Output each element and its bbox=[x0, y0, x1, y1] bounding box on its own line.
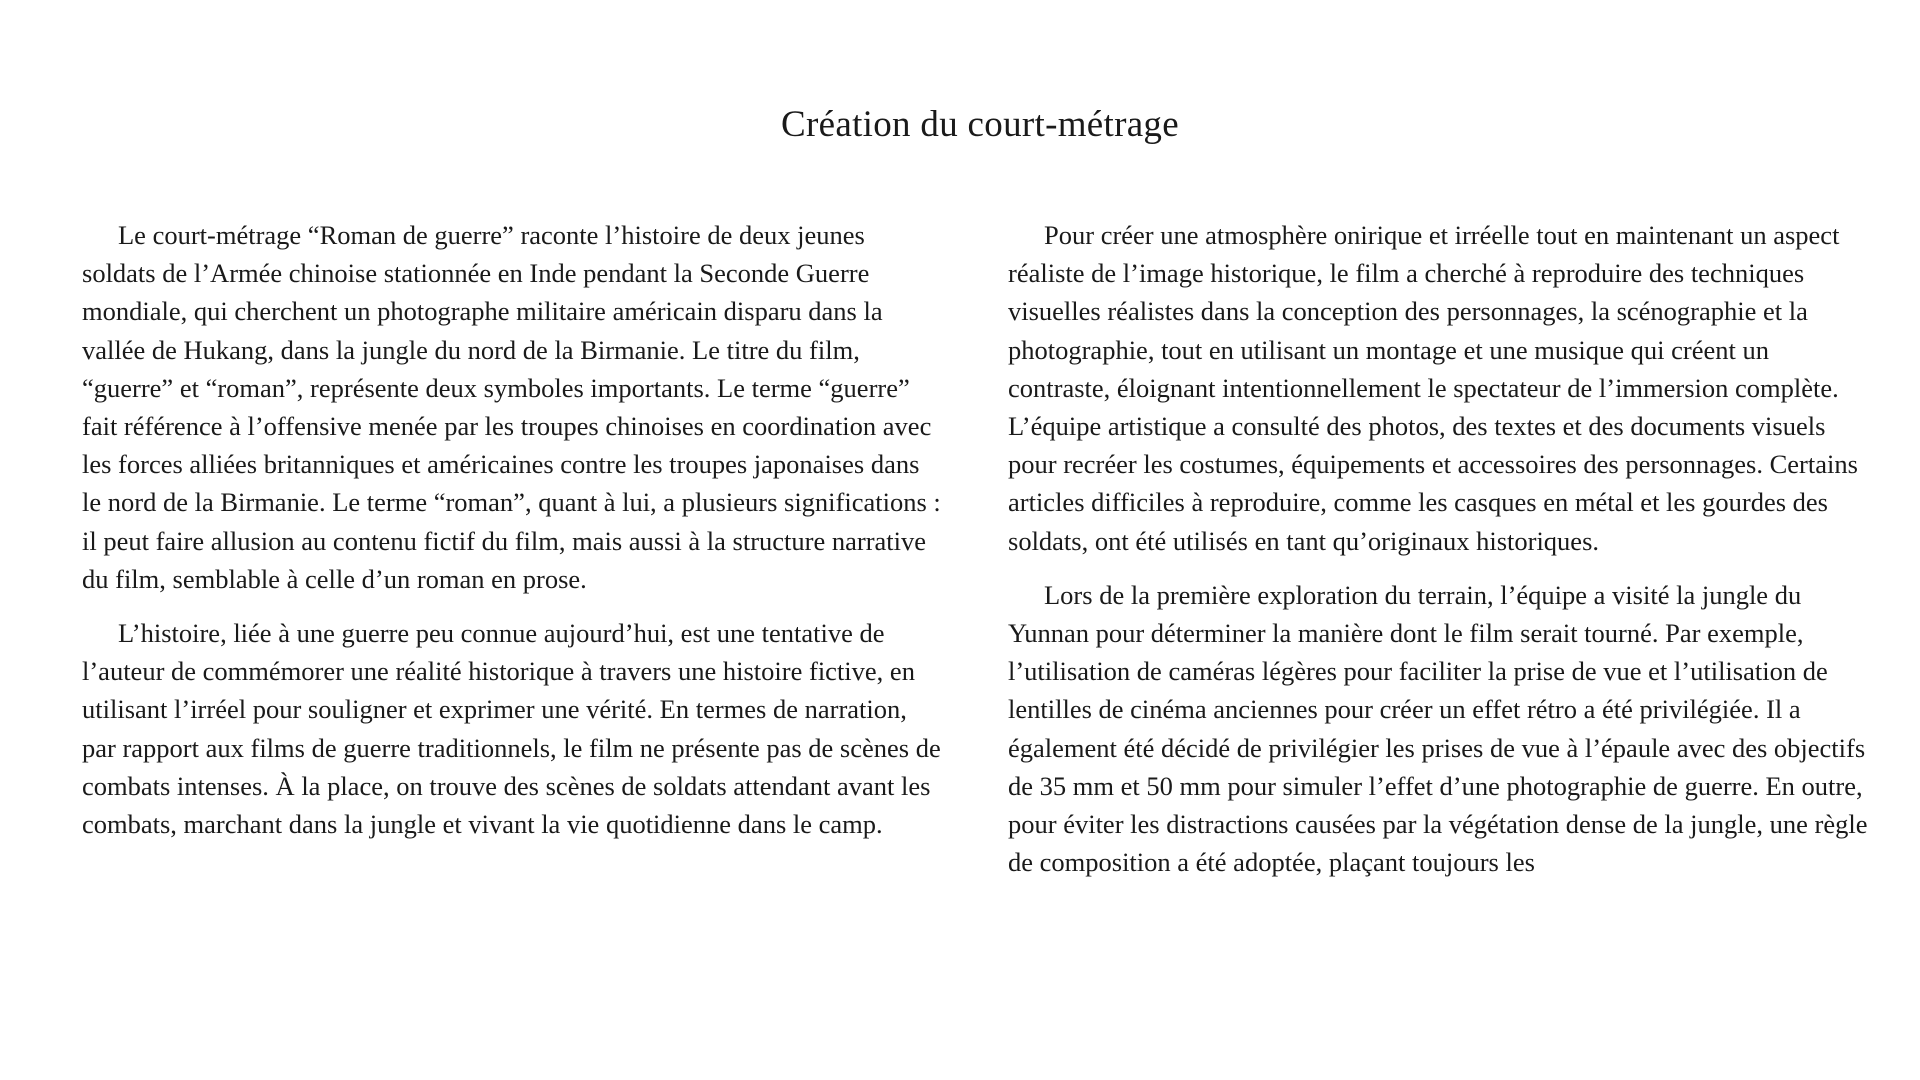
right-column bbox=[1008, 216, 1868, 897]
paragraph: L’histoire, liée à une guerre peu connue aujourd’hui, est une tentative de l’auteur de commémorer une réalité historique à travers une histoire fictive, en utilisant l’irréel pour souligner et exprimer une vérité. En termes de narration, par rapport aux films de guerre traditionnels, le film ne présente pas de scènes de combats intenses. À la place, on trouve des scènes de soldats attendant avant les combats, marchant dans la jungle et vivant la vie quotidienne dans le camp. bbox=[82, 618, 941, 840]
paragraph: Pour créer une atmosphère onirique et irréelle tout en maintenant un aspect réaliste de l’image historique, le film a cherché à reproduire des techniques visuelles réalistes dans la conception des personnages, la scénographie et la photographie, tout en utilisant un montage et une musique qui créent un contraste, éloignant intentionnellement le spectateur de l’immersion complète. L’équipe artistique a consulté des photos, des textes et des documents visuels pour recréer les costumes, équipements et accessoires des personnages. Certains articles difficiles à reproduire, comme les casques en métal et les gourdes des soldats, ont été utilisés en tant qu’originaux historiques. bbox=[1008, 220, 1858, 556]
left-column bbox=[82, 216, 942, 859]
paragraph: Lors de la première exploration du terrain, l’équipe a visité la jungle du Yunnan pour déterminer la manière dont le film serait tourné. Par exemple, l’utilisation de caméras légères pour faciliter la prise de vue et l’utilisation de lentilles de cinéma anciennes pour créer un effet rétro a été privilégiée. Il a également été décidé de privilégier les prises de vue à l’épaule avec des objectifs de 35 mm et 50 mm pour simuler l’effet d’une photographie de guerre. En outre, pour éviter les distractions causées par la végétation dense de la jungle, une règle de composition a été adoptée, plaçant toujours les bbox=[1008, 579, 1868, 878]
paragraph: Le court-métrage “Roman de guerre” raconte l’histoire de deux jeunes soldats de l’Armée chinoise stationnée en Inde pendant la Seconde Guerre mondiale, qui cherchent un photographe militaire américain disparu dans la vallée de Hukang, dans la jungle du nord de la Birmanie. Le titre du film, “guerre” et “roman”, représente deux symboles importants. Le terme “guerre” fait référence à l’offensive menée par les troupes chinoises en coordination avec les forces alliées britanniques et américaines contre les troupes japonaises dans le nord de la Birmanie. Le terme “roman”, quant à lui, a plusieurs significations : il peut faire allusion au contenu fictif du film, mais aussi à la structure narrative du film, semblable à celle d’un roman en prose. bbox=[82, 220, 941, 594]
page-title: Création du court-métrage bbox=[781, 104, 1179, 145]
